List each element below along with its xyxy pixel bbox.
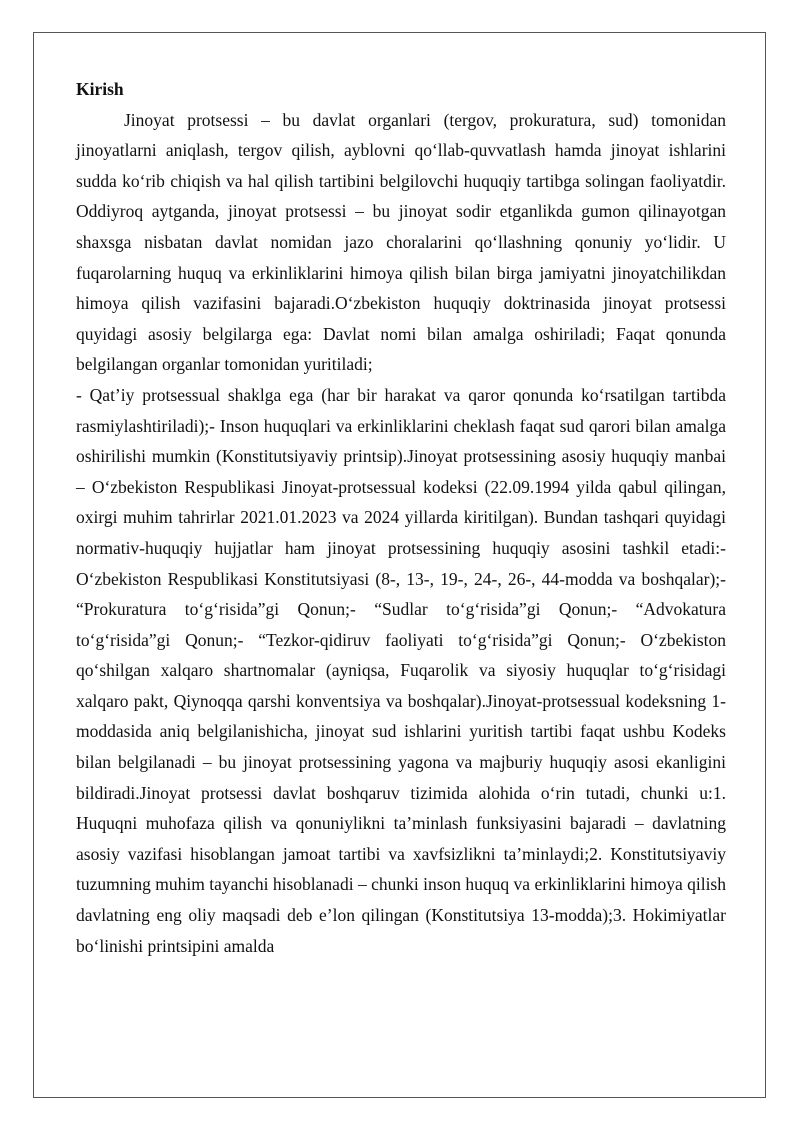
paragraph-list: - Qat’iy protsessual shaklga ega (har bir harakat va qaror qonunda ko‘rsatilgan tartibda rasmiylashtiriladi);- Inson huquqlari va erkinliklarini cheklash faqat sud qarori bilan amalga oshirilishi mumkin (Konstitutsiyaviy printsip).Jinoyat protsessining asosiy huquqiy manbai – O‘zbekiston Respublikasi Jinoyat-protsessual kodeksi (22.09.1994 yilda qabul qilingan, oxirgi muhim tahrirlar 2021.01.2023 va 2024 yillarda kiritilgan). Bundan tashqari quyidagi normativ-huquqiy hujjatlar ham jinoyat protsessining huquqiy asosini tashkil etadi:- O‘zbekiston Respublikasi Konstitutsiyasi (8-, 13-, 19-, 24-, 26-, 44-modda va boshqalar);- “Prokuratura to‘g‘risida”gi Qonun;- “Sudlar to‘g‘risida”gi Qonun;- “Advokatura to‘g‘risida”gi Qonun;- “Tezkor-qidiruv faoliyati to‘g‘risida”gi Qonun;- O‘zbekiston qo‘shilgan xalqaro shartnomalar (ayniqsa, Fuqarolik va siyosiy huquqlar to‘g‘risidagi xalqaro pakt, Qiynoqqa qarshi konventsiya va boshqalar).Jinoyat-protsessual kodeksning 1-moddasida aniq belgilanishicha, jinoyat sud ishlarini yuritish tartibi faqat ushbu Kodeks bilan belgilanadi – bu jinoyat protsessining yagona va majburiy huquqiy asosi ekanligini bildiradi.Jinoyat protsessi davlat boshqaruv tizimida alohida o‘rin tutadi, chunki u:1. Huquqni muhofaza qilish va qonuniylikni ta’minlash funksiyasini bajaradi – davlatning asosiy vazifasi hisoblangan jamoat tartibi va xavfsizlikni ta’minlaydi;2. Konstitutsiyaviy tuzumning muhim tayanchi hisoblanadi – chunki inson huquq va erkinliklarini himoya qilish davlatning eng oliy maqsadi deb e’lon qilingan (Konstitutsiya 13-modda);3. Hokimiyatlar bo‘linishi printsipini amalda (76, 384, 726, 956)
document-body (76, 74, 726, 961)
paragraph-intro: Jinoyat protsessi – bu davlat organlari (tergov, prokuratura, sud) tomonidan jinoyatlarni aniqlash, tergov qilish, ayblovni qo‘llab-quvvatlash hamda jinoyat ishlarini sudda ko‘rib chiqish va hal qilish tartibini belgilovchi huquqiy tartibga solingan faoliyatdir. Oddiyroq aytganda, jinoyat protsessi – bu jinoyat sodir etganlikda gumon qilinayotgan shaxsga nisbatan davlat nomidan jazo choralarini qo‘llashning qonuniy yo‘lidir. U fuqarolarning huquq va erkinliklarini himoya qilish bilan birga jamiyatni jinoyatchilikdan himoya qilish vazifasini bajaradi.O‘zbekiston huquqiy doktrinasida jinoyat protsessi quyidagi asosiy belgilarga ega: Davlat nomi bilan amalga oshiriladi; Faqat qonunda belgilangan organlar tomonidan yuritiladi; (76, 109, 726, 375)
section-heading: Kirish (76, 79, 124, 99)
